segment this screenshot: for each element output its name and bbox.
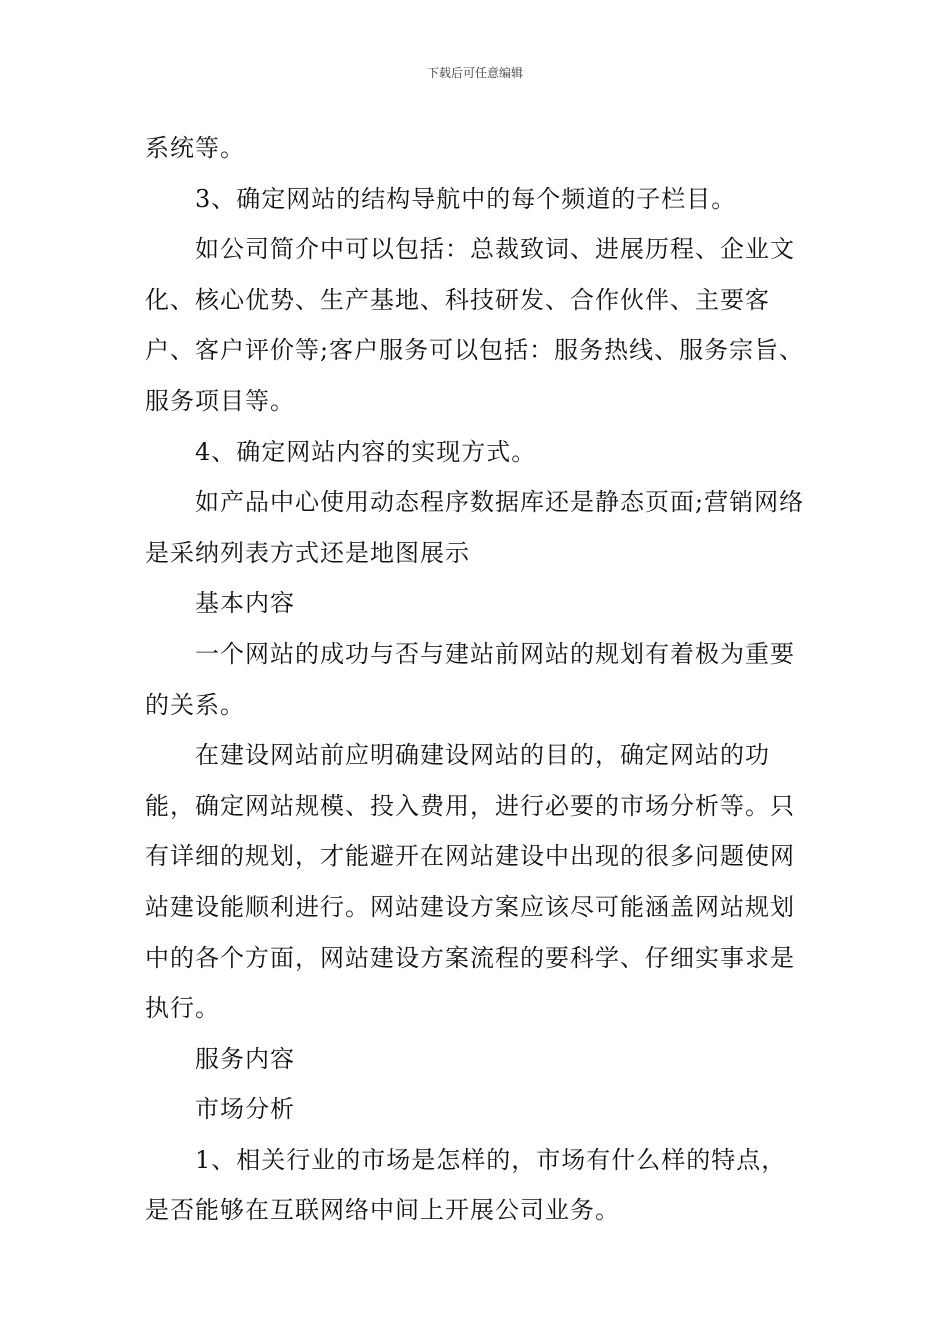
section-heading: 市场分析 <box>195 1095 295 1124</box>
paragraph: 一个网站的成功与否与建站前网站的规划有着极为重要的关系。 <box>145 639 795 719</box>
section-heading: 服务内容 <box>195 1044 295 1073</box>
page-header-note: 下载后可任意编辑 <box>426 66 523 80</box>
paragraph: 如产品中心使用动态程序数据库还是静态页面;营销网络是采纳列表方式还是地图展示 <box>145 488 805 567</box>
paragraph: 如公司简介中可以包括：总裁致词、进展历程、企业文化、核心优势、生产基地、科技研发、合作伙伴、主要客户、客户评价等;客户服务可以包括：服务热线、服务宗旨、服务项目等。 <box>145 235 805 415</box>
section-heading: 基本内容 <box>195 589 295 618</box>
paragraph: 在建设网站前应明确建设网站的目的，确定网站的功能，确定网站规模、投入费用，进行必要的市场分析等。只有详细的规划，才能避开在网站建设中出现的很多问题使网站建设能顺利进行。网站建设方案应该尽可能涵盖网站规划中的各个方面，网站建设方案流程的要科学、仔细实事求是执行。 <box>145 741 795 1023</box>
document-body <box>145 123 810 1236</box>
paragraph: 4、确定网站内容的实现方式。 <box>195 437 537 466</box>
paragraph: 3、确定网站的结构导航中的每个频道的子栏目。 <box>195 184 737 213</box>
paragraph: 系统等。 <box>145 134 245 162</box>
paragraph: 1、相关行业的市场是怎样的，市场有什么样的特点，是否能够在互联网络中间上开展公司业务。 <box>145 1145 787 1225</box>
